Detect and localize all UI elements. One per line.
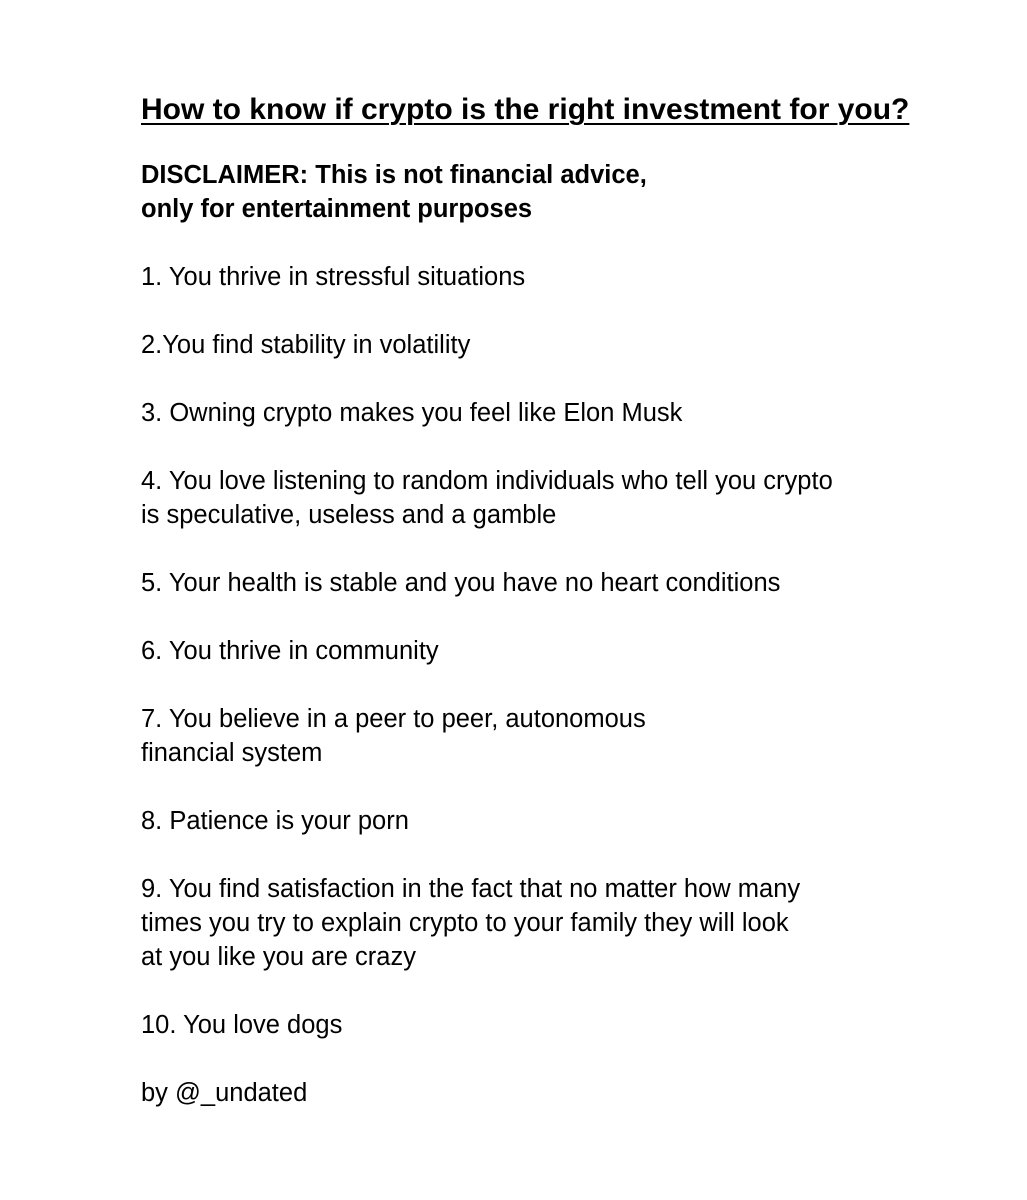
list-item-text: 4. You love listening to random individuals who tell you crypto [141, 467, 833, 495]
list-item [141, 260, 1001, 294]
list-item-text: 1. You thrive in stressful situations [141, 263, 526, 291]
list-item [141, 396, 1001, 430]
list-item-text: is speculative, useless and a gamble [141, 501, 557, 529]
disclaimer [141, 158, 1001, 226]
list-item [141, 566, 1001, 600]
list-item [141, 872, 1001, 974]
list-item-text: 6. You thrive in community [141, 637, 439, 665]
document-title: How to know if crypto is the right investment for you? [141, 93, 910, 126]
list-item-text: 9. You find satisfaction in the fact that no matter how many [141, 875, 801, 903]
list-item-text: 5. Your health is stable and you have no heart conditions [141, 569, 781, 597]
reasons-list [141, 260, 1001, 1042]
list-item [141, 328, 1001, 362]
author-credit: by @_undated [141, 1079, 308, 1107]
list-item [141, 1008, 1001, 1042]
list-item [141, 804, 1001, 838]
list-item-text: 3. Owning crypto makes you feel like Elon Musk [141, 399, 683, 427]
list-item [141, 464, 1001, 532]
list-item-text: 7. You believe in a peer to peer, autonomous [141, 705, 646, 733]
disclaimer-line: only for entertainment purposes [141, 195, 533, 223]
list-item [141, 702, 1001, 770]
list-item-text: financial system [141, 739, 323, 767]
list-item-text: 8. Patience is your porn [141, 807, 409, 835]
list-item-text: times you try to explain crypto to your family they will look [141, 909, 789, 937]
list-item-text: 2.You find stability in volatility [141, 331, 471, 359]
disclaimer-line: DISCLAIMER: This is not financial advice, [141, 161, 647, 189]
list-item-text: at you like you are crazy [141, 943, 416, 971]
list-item [141, 634, 1001, 668]
list-item-text: 10. You love dogs [141, 1011, 343, 1039]
document-page [141, 88, 1001, 1110]
